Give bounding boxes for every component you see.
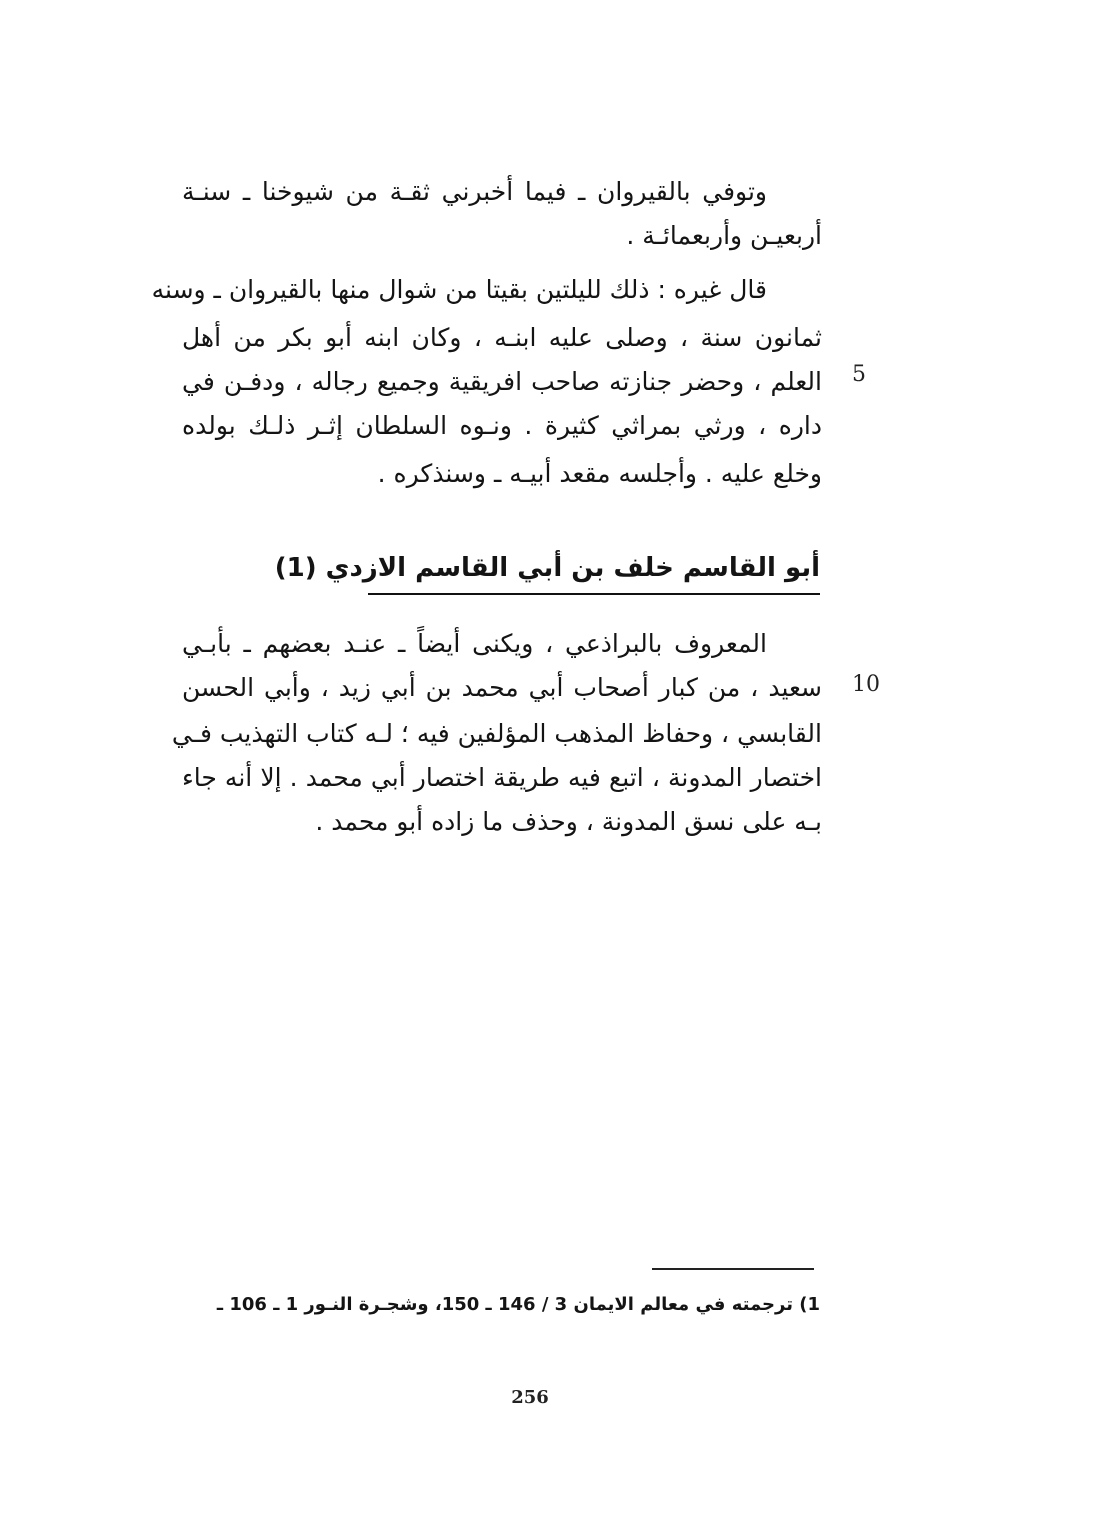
line-number-10: 10 [852, 672, 880, 697]
paragraph-1-line-2: أربعيـن وأربعمائـة . [626, 221, 822, 250]
paragraph-2-line-3: العلم ، وحضر جنازته صاحب افريقية وجميع رجاله ، ودفـن في [182, 367, 822, 396]
heading-underline [368, 593, 820, 595]
paragraph-1-line-1: وتوفي بالقيروان ـ فيما أخبرني ثقـة من شيوخنا ـ سنـة [182, 177, 767, 206]
paragraph-2-line-1: قال غيره : ذلك لليلتين بقيتا من شوال منها بالقيروان ـ وسنه [151, 275, 767, 304]
footnote-rule [652, 1268, 814, 1270]
paragraph-2-line-4: داره ، ورثي بمراثي كثيرة . ونـوه السلطان إثـر ذلـك بولده [182, 411, 822, 440]
paragraph-3-line-5: بـه على نسق المدونة ، وحذف ما زاده أبو محمد . [315, 807, 822, 836]
paragraph-2-line-2: ثمانون سنة ، وصلى عليه ابنـه ، وكان ابنه أبو بكر من أهل [182, 323, 822, 352]
paragraph-3-line-1: المعروف بالبراذعي ، ويكنى أيضاً ـ عنـد بعضهم ـ بأبـي [182, 629, 767, 658]
paragraph-2-line-5: وخلع عليه . وأجلسه مقعد أبيـه ـ وسنذكره . [377, 459, 822, 488]
paragraph-3-line-3: القابسي ، وحفاظ المذهب المؤلفين فيه ؛ لـه كتاب التهذيب فـي [171, 719, 822, 748]
page-number: 256 [511, 1387, 549, 1408]
section-heading: أبو القاسم خلف بن أبي القاسم الازدي (1) [274, 553, 820, 583]
footnote: 1) ترجمته في معالم الايمان 3 / 146 ـ 150، وشجـرة النـور 1 ـ 106 ـ [216, 1294, 820, 1315]
paragraph-3-line-4: اختصار المدونة ، اتبع فيه طريقة اختصار أبي محمد . إلا أنه جاء [182, 763, 822, 792]
line-number-5: 5 [852, 362, 866, 387]
paragraph-3-line-2: سعيد ، من كبار أصحاب أبي محمد بن أبي زيد ، وأبي الحسن [182, 673, 822, 702]
